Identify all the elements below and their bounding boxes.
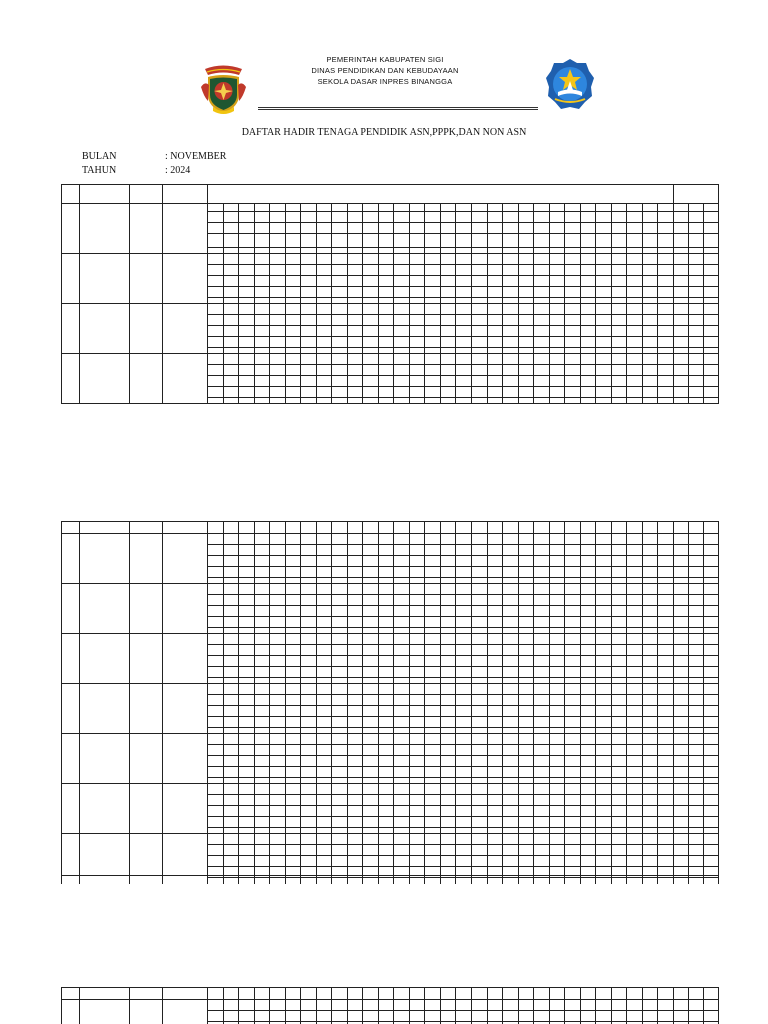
table-rule-h [61, 583, 719, 584]
table-rule-v [162, 303, 163, 354]
table-rule-v [79, 184, 80, 204]
table-rule-h [207, 1021, 719, 1022]
table-rule-v [162, 833, 163, 884]
table-rule-h [207, 1010, 719, 1011]
table-rule-v [162, 533, 163, 584]
month-label: BULAN [82, 151, 117, 162]
table-rule-h [61, 521, 719, 522]
table-rule-h [207, 247, 719, 248]
table-rule-h [207, 655, 719, 656]
table-rule-v [162, 253, 163, 304]
table-rule-h [207, 605, 719, 606]
table-rule-h [207, 766, 719, 767]
table-rule-v [79, 733, 80, 784]
table-rule-v [162, 783, 163, 834]
table-rule-v [79, 353, 80, 404]
table-rule-h [61, 403, 719, 404]
header-line-government: PEMERINTAH KABUPATEN SIGI [326, 55, 444, 64]
table-rule-h [207, 805, 719, 806]
table-rule-v [79, 533, 80, 584]
table-rule-v [61, 533, 62, 584]
table-rule-h [61, 733, 719, 734]
table-rule-h [207, 627, 719, 628]
table-rule-h [61, 683, 719, 684]
month-value: : NOVEMBER [165, 151, 227, 162]
table-rule-v [162, 733, 163, 784]
table-rule-v [129, 184, 130, 204]
table-rule-h [207, 314, 719, 315]
table-rule-h [61, 533, 719, 534]
table-rule-v [129, 733, 130, 784]
header-divider [258, 109, 538, 110]
table-rule-v [129, 833, 130, 884]
table-rule-h [207, 286, 719, 287]
table-rule-v [129, 533, 130, 584]
table-rule-h [207, 594, 719, 595]
table-rule-v [79, 633, 80, 684]
table-rule-h [207, 844, 719, 845]
attendance-table-block-2 [61, 521, 718, 877]
table-rule-h [61, 783, 719, 784]
table-rule-v [79, 203, 80, 254]
table-rule-v [162, 683, 163, 734]
table-rule-h [207, 275, 719, 276]
sigi-regency-emblem-icon [201, 63, 246, 115]
table-rule-v [162, 203, 163, 254]
table-rule-v [162, 184, 163, 204]
table-rule-h [207, 616, 719, 617]
table-rule-v [79, 999, 80, 1024]
table-rule-h [61, 875, 719, 876]
header-line-school: SEKOLA DASAR INPRES BINANGGA [317, 77, 453, 86]
table-rule-h [207, 297, 719, 298]
table-rule-h [207, 694, 719, 695]
table-rule-v [129, 253, 130, 304]
table-rule-v [61, 583, 62, 634]
table-rule-h [207, 397, 719, 398]
table-rule-v [79, 683, 80, 734]
table-rule-h [207, 816, 719, 817]
attendance-table-block-1 [61, 184, 718, 404]
table-rule-h [207, 777, 719, 778]
table-rule-h [207, 336, 719, 337]
table-rule-h [61, 987, 719, 988]
tut-wuri-handayani-icon [545, 57, 595, 111]
table-rule-v [129, 203, 130, 254]
table-rule-v [129, 583, 130, 634]
table-rule-v [162, 583, 163, 634]
table-rule-h [207, 855, 719, 856]
header-line-department: DINAS PENDIDIKAN DAN KEBUDAYAAN [311, 66, 459, 75]
year-label: TAHUN [82, 165, 117, 176]
table-rule-h [61, 203, 719, 204]
table-rule-v [61, 783, 62, 834]
table-rule-v [129, 303, 130, 354]
table-rule-h [207, 264, 719, 265]
table-rule-v [61, 633, 62, 684]
table-rule-h [61, 303, 719, 304]
table-rule-h [207, 866, 719, 867]
header-divider [258, 107, 538, 108]
table-rule-v [162, 633, 163, 684]
attendance-table-block-3 [61, 987, 718, 1024]
table-rule-v [79, 253, 80, 304]
table-rule-v [61, 833, 62, 884]
table-rule-v [673, 184, 674, 204]
table-rule-h [207, 705, 719, 706]
table-rule-v [207, 184, 208, 204]
table-rule-h [207, 347, 719, 348]
table-rule-v [61, 303, 62, 354]
table-rule-h [207, 716, 719, 717]
table-rule-h [207, 544, 719, 545]
table-rule-h [207, 827, 719, 828]
table-rule-h [61, 353, 719, 354]
table-rule-h [207, 727, 719, 728]
table-rule-h [207, 644, 719, 645]
table-rule-v [162, 999, 163, 1024]
table-rule-v [61, 733, 62, 784]
table-rule-h [207, 386, 719, 387]
table-rule-h [207, 325, 719, 326]
table-rule-v [129, 999, 130, 1024]
year-value: : 2024 [165, 165, 191, 176]
table-rule-v [61, 353, 62, 404]
table-rule-v [61, 253, 62, 304]
table-rule-v [129, 683, 130, 734]
table-rule-v [61, 203, 62, 254]
table-rule-v [79, 303, 80, 354]
table-rule-v [61, 184, 62, 204]
table-rule-h [61, 999, 719, 1000]
table-rule-v [79, 583, 80, 634]
table-rule-h [207, 666, 719, 667]
table-rule-h [207, 577, 719, 578]
table-rule-v [129, 353, 130, 404]
document-title: DAFTAR HADIR TENAGA PENDIDIK ASN,PPPK,DAN NON ASN [241, 127, 527, 138]
table-rule-h [61, 833, 719, 834]
table-rule-v [61, 999, 62, 1024]
table-rule-h [207, 566, 719, 567]
table-rule-h [207, 794, 719, 795]
table-rule-h [207, 233, 719, 234]
table-rule-h [207, 755, 719, 756]
table-rule-v [61, 683, 62, 734]
table-rule-h [207, 744, 719, 745]
table-rule-h [207, 877, 719, 878]
table-rule-h [207, 677, 719, 678]
table-rule-h [207, 364, 719, 365]
table-rule-v [79, 783, 80, 834]
table-rule-h [61, 253, 719, 254]
table-rule-h [207, 222, 719, 223]
table-rule-h [207, 375, 719, 376]
table-rule-v [129, 633, 130, 684]
table-rule-h [61, 184, 719, 185]
table-rule-v [129, 783, 130, 834]
table-rule-v [162, 353, 163, 404]
table-rule-h [207, 555, 719, 556]
table-rule-h [207, 211, 719, 212]
table-rule-v [79, 833, 80, 884]
table-rule-h [61, 633, 719, 634]
